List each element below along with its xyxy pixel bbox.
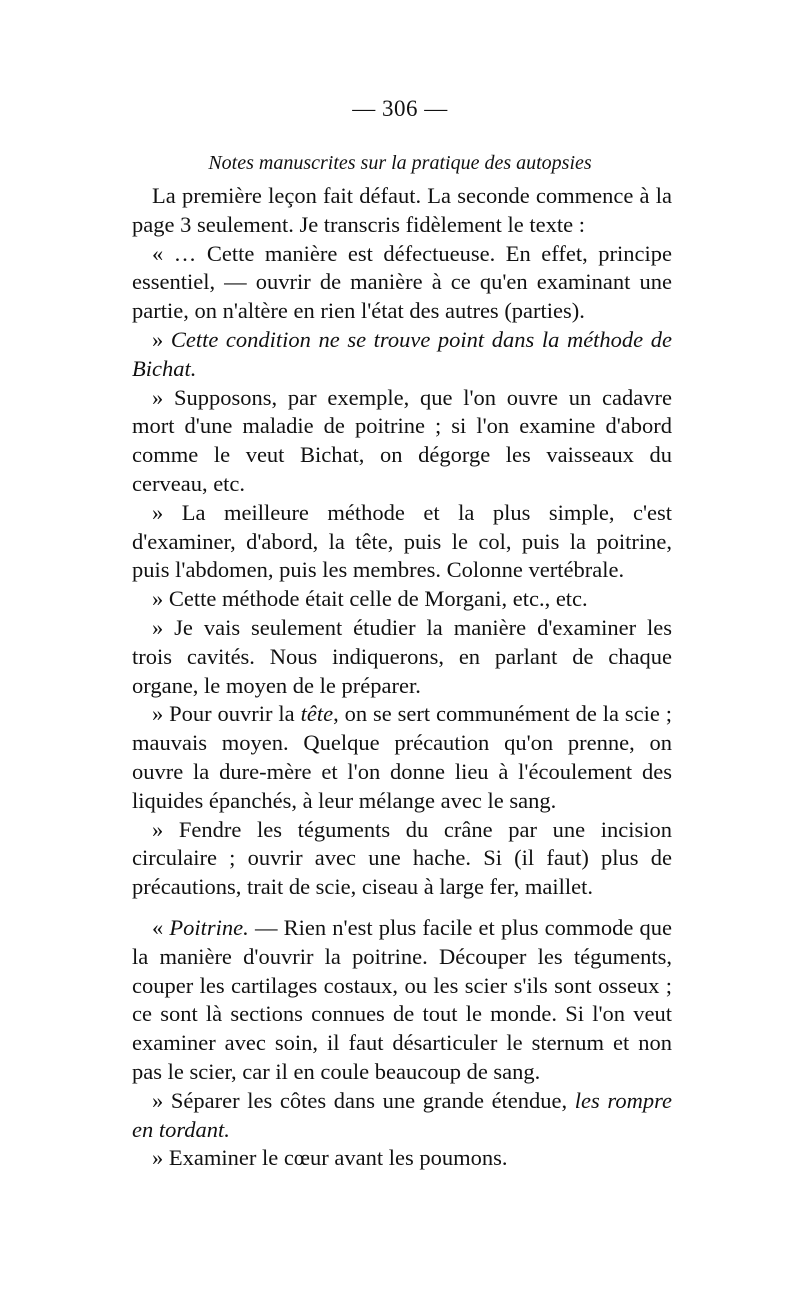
- italic-text: tête: [300, 701, 334, 727]
- italic-text: Cette condition ne se trouve point dans la méthode de Bichat.: [132, 326, 672, 381]
- italic-text: les rompre en tordant.: [132, 1087, 673, 1142]
- text-segment: » Fendre les téguments du crâne par une incision circulaire ; ouvrir avec une hache. Si (il faut) plus de précautions, trait de scie, ciseau à large fer, maillet.: [132, 816, 672, 900]
- text-segment: «: [152, 914, 170, 940]
- paragraph: [132, 384, 672, 499]
- text-segment: , on se sert communément de la scie ; mauvais moyen. Quelque précaution qu'on prenne, on ouvre la dure-mère et l'on donne lieu à l'écoulement des liquides épanchés, à leur mélange avec le sang.: [132, 701, 673, 813]
- text-segment: « … Cette manière est défectueuse. En effet, principe essentiel, — ouvrir de manière à ce qu'en examinant une partie, on n'altère en rien l'état des autres (parties).: [132, 240, 672, 324]
- paragraph: [132, 240, 672, 326]
- text-segment: » Je vais seulement étudier la manière d'examiner les trois cavités. Nous indiquerons, en parlant de chaque organe, le moyen de le préparer.: [132, 614, 672, 698]
- paragraph: [132, 700, 672, 815]
- text-segment: » La meilleure méthode et la plus simple, c'est d'examiner, d'abord, la tête, puis le col, puis la poitrine, puis l'abdomen, puis les membres. Colonne vertébrale.: [132, 499, 672, 583]
- text-segment: » Pour ouvrir la: [152, 701, 301, 727]
- paragraph: [132, 1087, 672, 1145]
- paragraph: [132, 326, 672, 384]
- paragraph: [132, 182, 672, 240]
- italic-text: Poitrine.: [169, 914, 249, 940]
- text-segment: » Examiner le cœur avant les poumons.: [152, 1145, 508, 1171]
- text-segment: » Cette méthode était celle de Morgani, etc., etc.: [152, 586, 588, 612]
- page-number: — 306 —: [352, 96, 448, 121]
- paragraph: [132, 499, 672, 585]
- paragraph: [132, 614, 672, 700]
- paragraph: [132, 816, 672, 902]
- paragraph: [132, 914, 672, 1087]
- body-text: [132, 182, 672, 1173]
- paragraph: [132, 585, 672, 614]
- text-segment: »: [152, 326, 171, 352]
- paragraph: [132, 1144, 672, 1173]
- text-segment: » Supposons, par exemple, que l'on ouvre un cadavre mort d'une maladie de poitrine ; si l'on examine d'abord comme le veut Bichat, on dégorge les vaisseaux du cerveau, etc.: [132, 384, 672, 496]
- text-segment: » Séparer les côtes dans une grande étendue,: [152, 1087, 575, 1113]
- text-segment: — Rien n'est plus facile et plus commode que la manière d'ouvrir la poitrine. Découper les téguments, couper les cartilages costaux, ou les scier s'ils sont osseux ; ce sont là sections connues de tout le monde. Si l'on veut examiner avec soin, il faut désarticuler le sternum et non pas le scier, car il en coule beaucoup de sang.: [132, 914, 672, 1084]
- running-title: Notes manuscrites sur la pratique des autopsies: [208, 152, 592, 174]
- text-segment: La première leçon fait défaut. La seconde commence à la page 3 seulement. Je transcris fidèlement le texte :: [132, 183, 672, 237]
